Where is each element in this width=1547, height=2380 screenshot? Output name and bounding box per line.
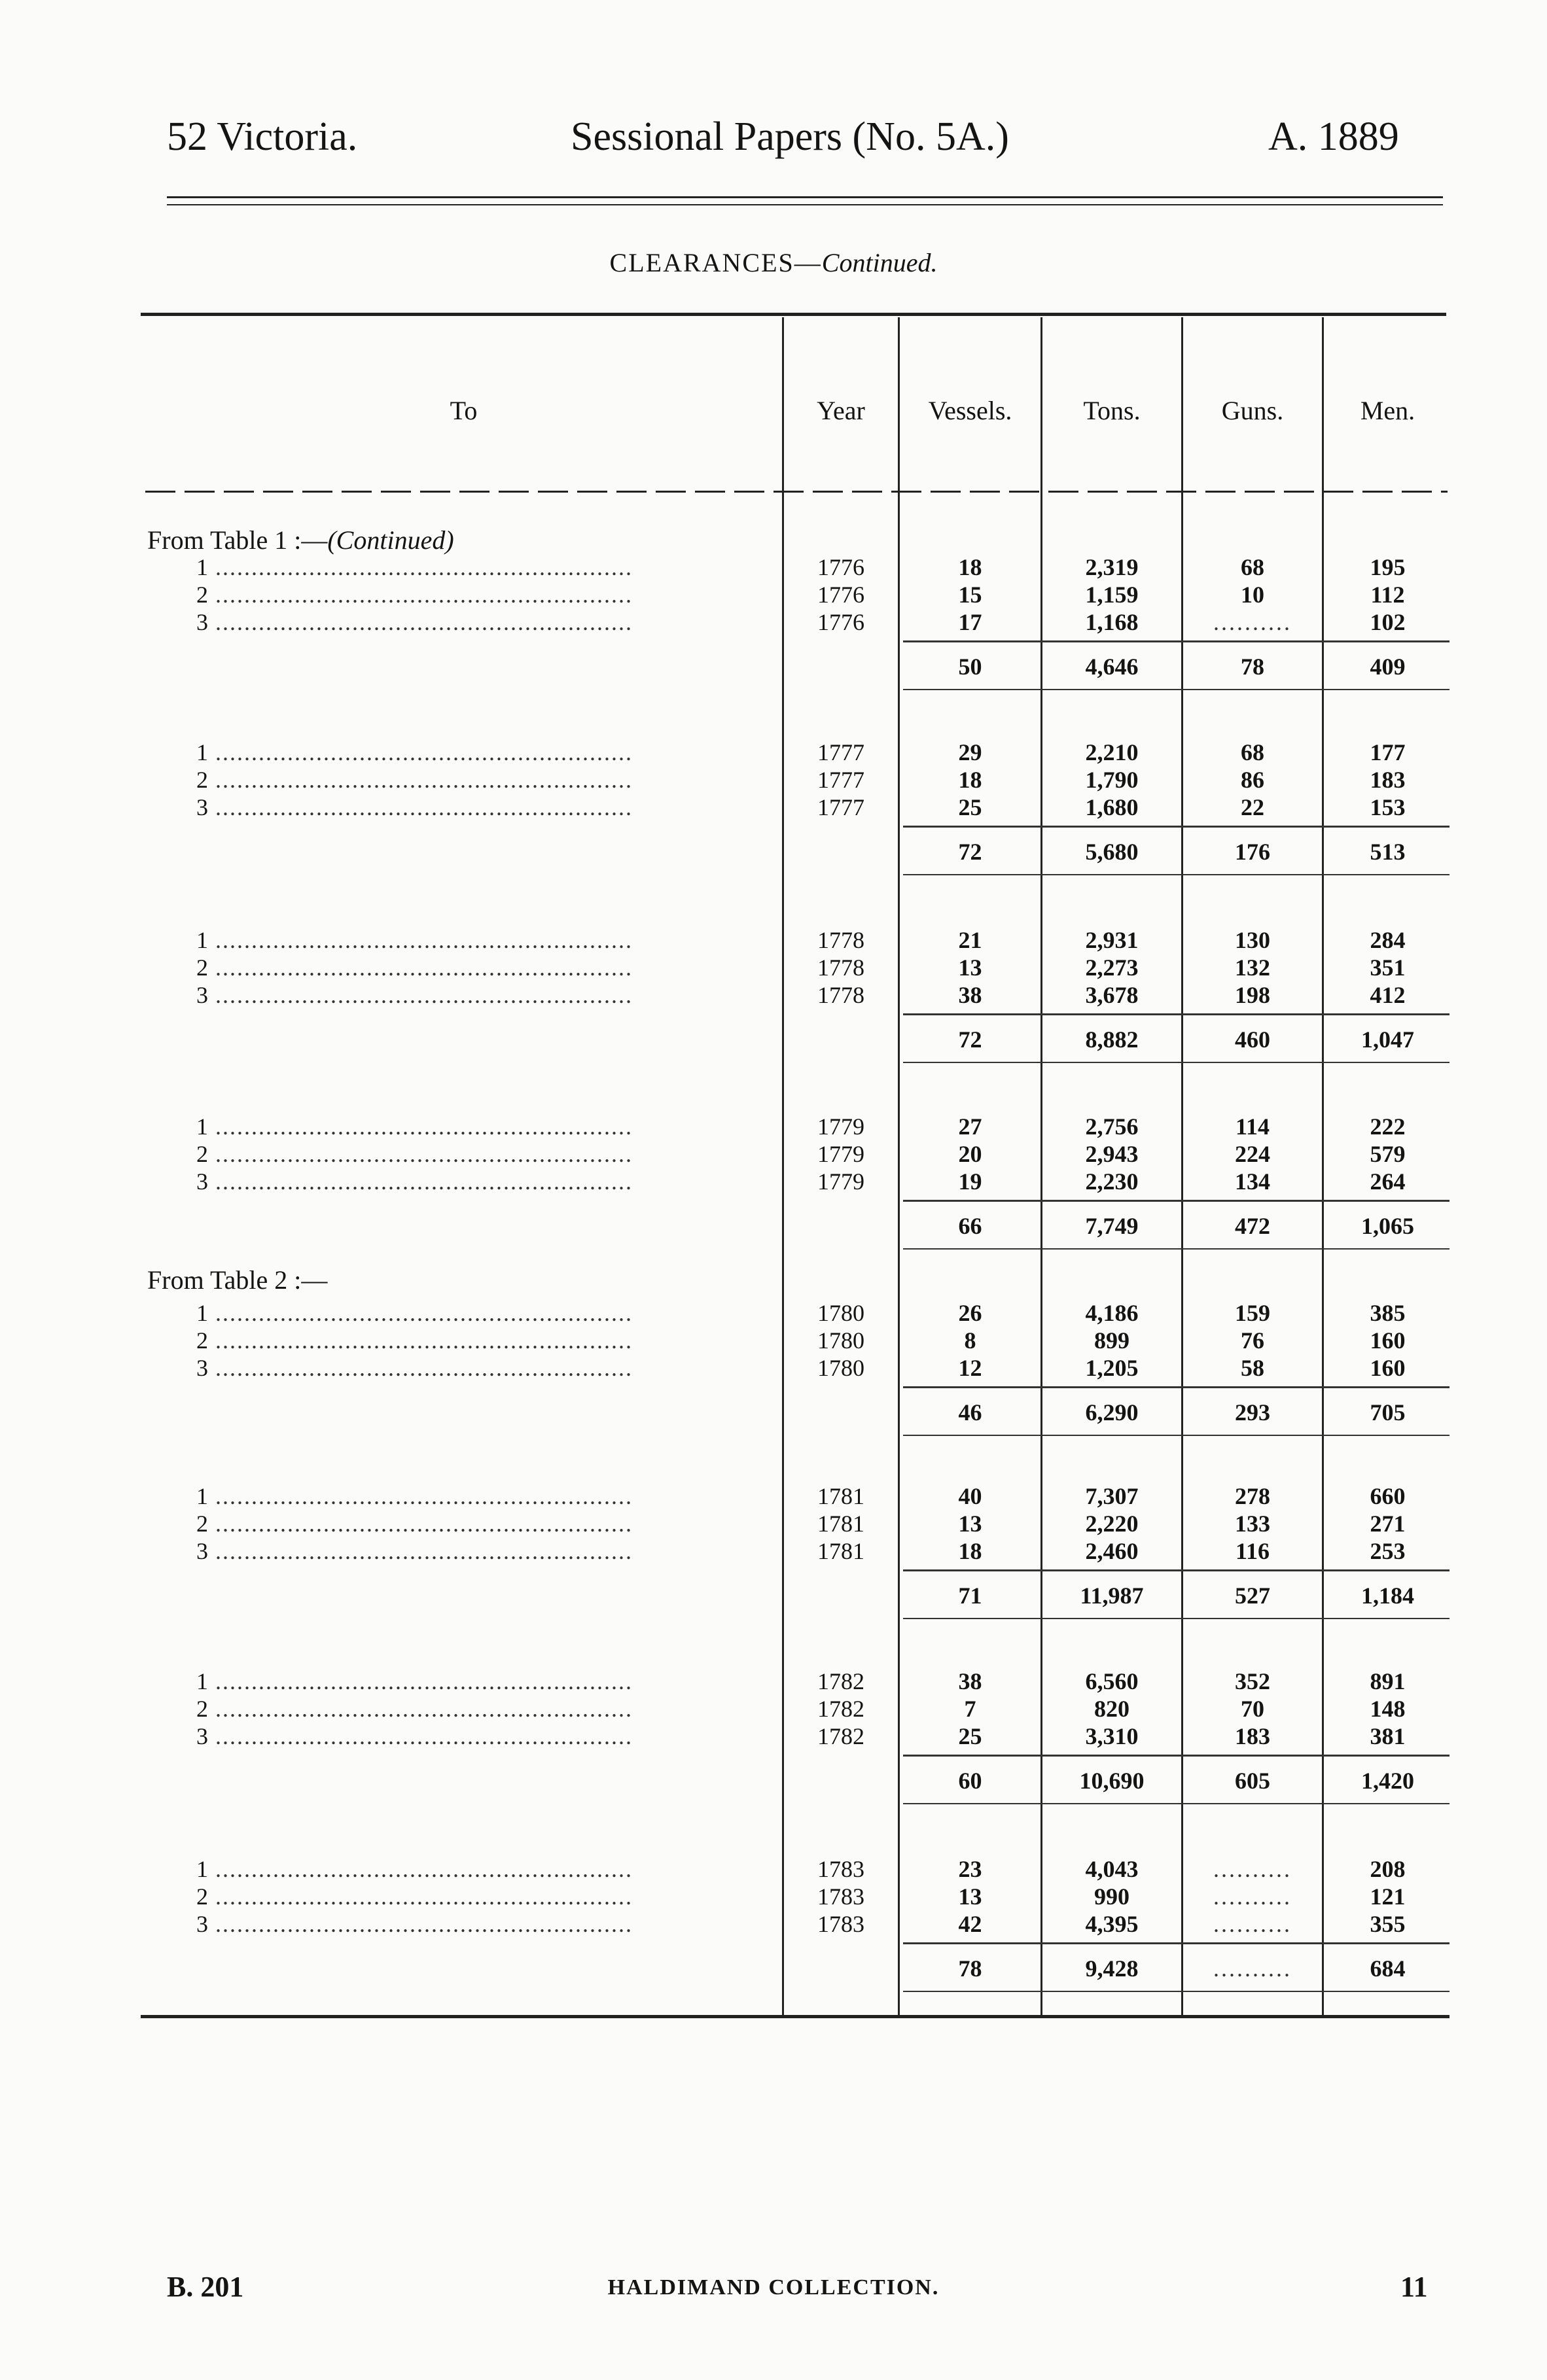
dot-leader: .......................................................... bbox=[208, 1856, 633, 1882]
tons-cell: 7,307 bbox=[1085, 1483, 1139, 1509]
row-number bbox=[196, 1910, 772, 1938]
guns-cell: 68 bbox=[1241, 554, 1264, 580]
total-vessels: 72 bbox=[958, 839, 982, 865]
dot-leader: .......................................................... bbox=[208, 1327, 633, 1354]
year-cell: 1777 bbox=[817, 794, 864, 820]
dot-leader: .......................................................... bbox=[208, 1538, 633, 1564]
tons-cell: 4,186 bbox=[1085, 1300, 1139, 1326]
vessels-cell: 18 bbox=[958, 554, 982, 580]
table-bottom-rule bbox=[141, 2015, 1449, 2018]
dot-leader: .......................................................... bbox=[208, 1113, 633, 1140]
total-vessels: 71 bbox=[958, 1583, 982, 1609]
row-number-value: 3 bbox=[196, 794, 208, 820]
dot-leader: .......................................................... bbox=[208, 1911, 633, 1937]
row-number-value: 1 bbox=[196, 1668, 208, 1694]
tons-cell: 1,680 bbox=[1085, 794, 1139, 820]
dot-leader: .......................................................... bbox=[208, 739, 633, 765]
dot-leader: .......................................................... bbox=[208, 1723, 633, 1749]
vessels-cell: 38 bbox=[958, 982, 982, 1008]
men-cell: 153 bbox=[1370, 794, 1406, 820]
total-tons: 9,428 bbox=[1085, 1955, 1139, 1982]
total-underline bbox=[903, 1803, 1449, 1804]
col-header-men: Men. bbox=[1360, 396, 1415, 425]
header-rule-2 bbox=[167, 204, 1443, 205]
dot-leader: .......................................................... bbox=[208, 1668, 633, 1694]
men-cell: 579 bbox=[1370, 1141, 1406, 1167]
men-cell: 660 bbox=[1370, 1483, 1406, 1509]
year-cell: 1779 bbox=[817, 1168, 864, 1195]
row-number bbox=[196, 1112, 772, 1141]
tons-cell: 2,931 bbox=[1085, 927, 1139, 953]
total-tons: 8,882 bbox=[1085, 1026, 1139, 1053]
guns-cell: 134 bbox=[1235, 1168, 1270, 1195]
vessels-cell: 25 bbox=[958, 1723, 982, 1749]
footer-left: B. 201 bbox=[167, 2271, 244, 2303]
year-cell: 1778 bbox=[817, 927, 864, 953]
total-men: 684 bbox=[1370, 1955, 1406, 1982]
vessels-cell: 13 bbox=[958, 954, 982, 981]
men-cell: 102 bbox=[1370, 609, 1406, 635]
guns-cell: 58 bbox=[1241, 1355, 1264, 1381]
tons-cell: 2,460 bbox=[1085, 1538, 1139, 1564]
total-tons: 7,749 bbox=[1085, 1213, 1139, 1239]
header-rule-1 bbox=[167, 196, 1443, 198]
total-underline bbox=[903, 874, 1449, 875]
row-number-value: 2 bbox=[196, 582, 208, 608]
vessels-cell: 17 bbox=[958, 609, 982, 635]
total-underline bbox=[903, 689, 1449, 690]
row-number bbox=[196, 1326, 772, 1355]
vessels-cell: 13 bbox=[958, 1511, 982, 1537]
year-cell: 1783 bbox=[817, 1856, 864, 1882]
guns-cell: 130 bbox=[1235, 927, 1270, 953]
guns-cell: 68 bbox=[1241, 739, 1264, 765]
year-cell: 1777 bbox=[817, 767, 864, 793]
dot-leader: .......................................................... bbox=[208, 954, 633, 981]
row-number bbox=[196, 1140, 772, 1168]
row-number-value: 2 bbox=[196, 1327, 208, 1354]
men-cell: 183 bbox=[1370, 767, 1406, 793]
total-underline bbox=[903, 1062, 1449, 1063]
row-number-value: 3 bbox=[196, 982, 208, 1008]
tons-cell: 3,310 bbox=[1085, 1723, 1139, 1749]
row-number bbox=[196, 1694, 772, 1723]
tons-cell: 2,756 bbox=[1085, 1113, 1139, 1140]
vessels-cell: 18 bbox=[958, 767, 982, 793]
row-number bbox=[196, 1509, 772, 1538]
total-underline bbox=[903, 1991, 1449, 1992]
guns-cell: 224 bbox=[1235, 1141, 1270, 1167]
men-cell: 355 bbox=[1370, 1911, 1406, 1937]
year-cell: 1776 bbox=[817, 582, 864, 608]
tons-cell: 2,319 bbox=[1085, 554, 1139, 580]
dot-leader: .......................................................... bbox=[208, 1511, 633, 1537]
men-cell: 195 bbox=[1370, 554, 1406, 580]
year-cell: 1780 bbox=[817, 1355, 864, 1381]
year-cell: 1782 bbox=[817, 1668, 864, 1694]
men-cell: 160 bbox=[1370, 1355, 1406, 1381]
col-header-tons: Tons. bbox=[1083, 396, 1141, 425]
total-tons: 5,680 bbox=[1085, 839, 1139, 865]
year-cell: 1776 bbox=[817, 554, 864, 580]
total-underline bbox=[903, 1248, 1449, 1250]
vessels-cell: 23 bbox=[958, 1856, 982, 1882]
row-number bbox=[196, 953, 772, 982]
table-top-rule bbox=[141, 313, 1446, 316]
year-cell: 1782 bbox=[817, 1696, 864, 1722]
footer-right: 11 bbox=[1400, 2271, 1428, 2303]
year-cell: 1781 bbox=[817, 1483, 864, 1509]
dot-leader: .......................................................... bbox=[208, 927, 633, 953]
total-vessels: 46 bbox=[958, 1399, 982, 1426]
men-cell: 121 bbox=[1370, 1883, 1406, 1910]
year-cell: 1783 bbox=[817, 1911, 864, 1937]
row-number-value: 1 bbox=[196, 927, 208, 953]
tons-cell: 2,943 bbox=[1085, 1141, 1139, 1167]
guns-cell: 114 bbox=[1235, 1113, 1270, 1140]
men-cell: 148 bbox=[1370, 1696, 1406, 1722]
section-label-table2: From Table 2 :— bbox=[147, 1265, 328, 1295]
sum-rule bbox=[903, 1942, 1449, 1944]
total-men: 409 bbox=[1370, 654, 1406, 680]
total-guns: 176 bbox=[1235, 839, 1270, 865]
guns-cell: 86 bbox=[1241, 767, 1264, 793]
tons-cell: 990 bbox=[1094, 1883, 1129, 1910]
dot-leader: .......................................................... bbox=[208, 1883, 633, 1910]
tons-cell: 2,230 bbox=[1085, 1168, 1139, 1195]
vessels-cell: 15 bbox=[958, 582, 982, 608]
total-vessels: 78 bbox=[958, 1955, 982, 1982]
tons-cell: 4,043 bbox=[1085, 1856, 1139, 1882]
men-cell: 271 bbox=[1370, 1511, 1406, 1537]
year-cell: 1777 bbox=[817, 739, 864, 765]
dot-leader: .......................................................... bbox=[208, 554, 633, 580]
dot-leader: .......................................................... bbox=[208, 1141, 633, 1167]
sum-rule bbox=[903, 1200, 1449, 1202]
total-guns: 527 bbox=[1235, 1583, 1270, 1609]
total-tons: 11,987 bbox=[1080, 1583, 1144, 1609]
year-cell: 1779 bbox=[817, 1113, 864, 1140]
row-number bbox=[196, 1722, 772, 1751]
sum-rule bbox=[903, 826, 1449, 828]
guns-cell: 133 bbox=[1235, 1511, 1270, 1537]
total-vessels: 72 bbox=[958, 1026, 982, 1053]
dot-leader: .......................................................... bbox=[208, 982, 633, 1008]
tons-cell: 1,205 bbox=[1085, 1355, 1139, 1381]
row-number bbox=[196, 926, 772, 954]
total-underline bbox=[903, 1618, 1449, 1619]
sum-rule bbox=[903, 1386, 1449, 1388]
total-vessels: 66 bbox=[958, 1213, 982, 1239]
tons-cell: 2,220 bbox=[1085, 1511, 1139, 1537]
row-number bbox=[196, 793, 772, 822]
guns-cell: 116 bbox=[1235, 1538, 1270, 1564]
year-cell: 1780 bbox=[817, 1300, 864, 1326]
row-number bbox=[196, 1537, 772, 1566]
dot-leader: .......................................................... bbox=[208, 794, 633, 820]
header-right: A. 1889 bbox=[1268, 114, 1399, 159]
tons-cell: 4,395 bbox=[1085, 1911, 1139, 1937]
total-men: 513 bbox=[1370, 839, 1406, 865]
vessels-cell: 38 bbox=[958, 1668, 982, 1694]
row-number bbox=[196, 1354, 772, 1382]
row-number-value: 3 bbox=[196, 1911, 208, 1937]
total-men: 705 bbox=[1370, 1399, 1406, 1426]
guns-cell: 22 bbox=[1241, 794, 1264, 820]
year-cell: 1779 bbox=[817, 1141, 864, 1167]
total-men: 1,065 bbox=[1361, 1213, 1414, 1239]
vessels-cell: 20 bbox=[958, 1141, 982, 1167]
section-label-table1: From Table 1 :—(Continued) bbox=[147, 525, 454, 555]
col-header-year: Year bbox=[817, 396, 865, 425]
tons-cell: 899 bbox=[1094, 1327, 1129, 1354]
dot-leader: .......................................................... bbox=[208, 767, 633, 793]
tons-cell: 2,210 bbox=[1085, 739, 1139, 765]
vessels-cell: 21 bbox=[958, 927, 982, 953]
row-number bbox=[196, 1482, 772, 1511]
men-cell: 381 bbox=[1370, 1723, 1406, 1749]
row-number-value: 1 bbox=[196, 739, 208, 765]
vessels-cell: 40 bbox=[958, 1483, 982, 1509]
guns-cell: 159 bbox=[1235, 1300, 1270, 1326]
row-number bbox=[196, 1167, 772, 1196]
row-number-value: 2 bbox=[196, 1511, 208, 1537]
vessels-cell: 8 bbox=[964, 1327, 976, 1354]
empty-cell-dots: .......... bbox=[1213, 1856, 1292, 1882]
year-cell: 1780 bbox=[817, 1327, 864, 1354]
row-number bbox=[196, 981, 772, 1009]
empty-cell-dots: .......... bbox=[1213, 1955, 1292, 1982]
total-tons: 10,690 bbox=[1079, 1768, 1145, 1794]
total-guns: 605 bbox=[1235, 1768, 1270, 1794]
year-cell: 1783 bbox=[817, 1883, 864, 1910]
dot-leader: .......................................................... bbox=[208, 1355, 633, 1381]
men-cell: 112 bbox=[1370, 582, 1405, 608]
dot-leader: .......................................................... bbox=[208, 1696, 633, 1722]
year-cell: 1782 bbox=[817, 1723, 864, 1749]
col-header-guns: Guns. bbox=[1221, 396, 1284, 425]
total-guns: 293 bbox=[1235, 1399, 1270, 1426]
row-number bbox=[196, 1855, 772, 1883]
guns-cell: 10 bbox=[1241, 582, 1264, 608]
men-cell: 264 bbox=[1370, 1168, 1406, 1195]
men-cell: 284 bbox=[1370, 927, 1406, 953]
dot-leader: .......................................................... bbox=[208, 1300, 633, 1326]
men-cell: 253 bbox=[1370, 1538, 1406, 1564]
empty-cell-dots: .......... bbox=[1213, 1883, 1292, 1910]
total-men: 1,047 bbox=[1361, 1026, 1414, 1053]
header-left: 52 Victoria. bbox=[167, 114, 358, 159]
row-number-value: 2 bbox=[196, 767, 208, 793]
guns-cell: 278 bbox=[1235, 1483, 1270, 1509]
tons-cell: 1,159 bbox=[1085, 582, 1139, 608]
dot-leader: .......................................................... bbox=[208, 1483, 633, 1509]
row-number-value: 1 bbox=[196, 1856, 208, 1882]
header-center: Sessional Papers (No. 5A.) bbox=[571, 114, 1009, 159]
row-number-value: 3 bbox=[196, 1723, 208, 1749]
tons-cell: 6,560 bbox=[1085, 1668, 1139, 1694]
sum-rule bbox=[903, 1755, 1449, 1757]
vessels-cell: 27 bbox=[958, 1113, 982, 1140]
total-vessels: 50 bbox=[958, 654, 982, 680]
row-number bbox=[196, 765, 772, 794]
row-number bbox=[196, 553, 772, 582]
row-number bbox=[196, 738, 772, 767]
tons-cell: 1,790 bbox=[1085, 767, 1139, 793]
row-number-value: 1 bbox=[196, 1113, 208, 1140]
vessels-cell: 29 bbox=[958, 739, 982, 765]
vessels-cell: 26 bbox=[958, 1300, 982, 1326]
total-men: 1,184 bbox=[1361, 1583, 1414, 1609]
row-number-value: 1 bbox=[196, 1300, 208, 1326]
men-cell: 208 bbox=[1370, 1856, 1406, 1882]
total-guns: 78 bbox=[1241, 654, 1264, 680]
row-number-value: 3 bbox=[196, 1538, 208, 1564]
year-cell: 1781 bbox=[817, 1538, 864, 1564]
sum-rule bbox=[903, 640, 1449, 642]
column-header-rule bbox=[145, 491, 1448, 493]
col-header-vessels: Vessels. bbox=[928, 396, 1012, 425]
sum-rule bbox=[903, 1569, 1449, 1571]
tons-cell: 820 bbox=[1094, 1696, 1129, 1722]
total-tons: 6,290 bbox=[1085, 1399, 1139, 1426]
vessels-cell: 18 bbox=[958, 1538, 982, 1564]
total-guns: 460 bbox=[1235, 1026, 1270, 1053]
row-number bbox=[196, 1299, 772, 1327]
row-number-value: 3 bbox=[196, 609, 208, 635]
year-cell: 1778 bbox=[817, 982, 864, 1008]
dot-leader: .......................................................... bbox=[208, 609, 633, 635]
row-number bbox=[196, 608, 772, 637]
row-number-value: 3 bbox=[196, 1168, 208, 1195]
dot-leader: .......................................................... bbox=[208, 582, 633, 608]
dot-leader: .......................................................... bbox=[208, 1168, 633, 1195]
guns-cell: 132 bbox=[1235, 954, 1270, 981]
guns-cell: 70 bbox=[1241, 1696, 1264, 1722]
total-underline bbox=[903, 1435, 1449, 1436]
tons-cell: 1,168 bbox=[1085, 609, 1139, 635]
vessels-cell: 25 bbox=[958, 794, 982, 820]
total-guns: 472 bbox=[1235, 1213, 1270, 1239]
vessels-cell: 7 bbox=[964, 1696, 976, 1722]
row-number-value: 2 bbox=[196, 1883, 208, 1910]
men-cell: 177 bbox=[1370, 739, 1406, 765]
men-cell: 385 bbox=[1370, 1300, 1406, 1326]
tons-cell: 3,678 bbox=[1085, 982, 1139, 1008]
row-number-value: 2 bbox=[196, 1141, 208, 1167]
vessels-cell: 13 bbox=[958, 1883, 982, 1910]
row-number-value: 1 bbox=[196, 554, 208, 580]
row-number-value: 2 bbox=[196, 1696, 208, 1722]
men-cell: 160 bbox=[1370, 1327, 1406, 1354]
vessels-cell: 12 bbox=[958, 1355, 982, 1381]
guns-cell: 352 bbox=[1235, 1668, 1270, 1694]
vessels-cell: 42 bbox=[958, 1911, 982, 1937]
total-vessels: 60 bbox=[958, 1768, 982, 1794]
row-number-value: 1 bbox=[196, 1483, 208, 1509]
total-men: 1,420 bbox=[1361, 1768, 1414, 1794]
empty-cell-dots: .......... bbox=[1213, 1911, 1292, 1937]
men-cell: 351 bbox=[1370, 954, 1406, 981]
row-number-value: 3 bbox=[196, 1355, 208, 1381]
men-cell: 222 bbox=[1370, 1113, 1406, 1140]
page-title: CLEARANCES—Continued. bbox=[609, 248, 938, 277]
row-number bbox=[196, 580, 772, 609]
vessels-cell: 19 bbox=[958, 1168, 982, 1195]
guns-cell: 76 bbox=[1241, 1327, 1264, 1354]
year-cell: 1778 bbox=[817, 954, 864, 981]
men-cell: 891 bbox=[1370, 1668, 1406, 1694]
total-tons: 4,646 bbox=[1085, 654, 1139, 680]
row-number bbox=[196, 1667, 772, 1696]
men-cell: 412 bbox=[1370, 982, 1406, 1008]
row-number-value: 2 bbox=[196, 954, 208, 981]
col-header-to: To bbox=[450, 396, 478, 425]
guns-cell: 183 bbox=[1235, 1723, 1270, 1749]
year-cell: 1776 bbox=[817, 609, 864, 635]
sum-rule bbox=[903, 1013, 1449, 1015]
empty-cell-dots: .......... bbox=[1213, 609, 1292, 635]
guns-cell: 198 bbox=[1235, 982, 1270, 1008]
footer-center: HALDIMAND COLLECTION. bbox=[607, 2275, 940, 2300]
year-cell: 1781 bbox=[817, 1511, 864, 1537]
tons-cell: 2,273 bbox=[1085, 954, 1139, 981]
row-number bbox=[196, 1882, 772, 1911]
